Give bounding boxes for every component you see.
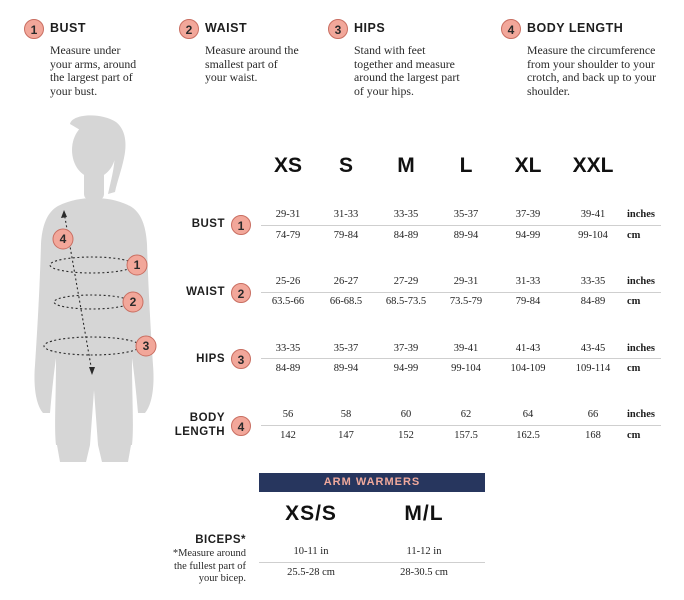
cell: 147 bbox=[338, 430, 354, 441]
size-header-s: S bbox=[338, 154, 353, 177]
unit-inches: inches bbox=[627, 276, 656, 287]
row-badge-3: 3 bbox=[231, 349, 251, 369]
step-title-hips: HIPS bbox=[354, 21, 386, 35]
cell: 66-68.5 bbox=[329, 296, 363, 307]
biceps-note: *Measure around the fullest part of your bicep. bbox=[172, 548, 246, 584]
cell: 66 bbox=[587, 409, 599, 420]
cell: 58 bbox=[340, 409, 352, 420]
cell: 142 bbox=[280, 430, 296, 441]
size-header-xl: XL bbox=[514, 154, 542, 177]
unit-inches: inches bbox=[627, 343, 656, 354]
step-desc-waist: Measure around the smallest part of your waist. bbox=[205, 43, 299, 85]
cell: 99-104 bbox=[578, 230, 608, 241]
arm-cell: 10-11 in bbox=[293, 546, 329, 557]
arm-cell: 25.5-28 cm bbox=[287, 567, 335, 578]
cell: 33-35 bbox=[275, 343, 301, 354]
cell: 43-45 bbox=[580, 343, 606, 354]
cell: 104-109 bbox=[510, 363, 546, 374]
body-silhouette bbox=[34, 115, 153, 462]
badge-2: 2 bbox=[179, 19, 199, 39]
cell: 29-31 bbox=[453, 276, 479, 287]
arm-divider bbox=[259, 562, 485, 563]
row-label-bust: BUST bbox=[191, 218, 225, 230]
step-desc-hips: Stand with feet together and measure around the largest part of your hips. bbox=[354, 43, 460, 98]
unit-cm: cm bbox=[627, 363, 641, 374]
cell: 37-39 bbox=[393, 343, 419, 354]
badge-4: 4 bbox=[501, 19, 521, 39]
step-title-body-length: BODY LENGTH bbox=[527, 21, 624, 35]
cell: 64 bbox=[522, 409, 534, 420]
step-desc-bust: Measure under your arms, around the largest part of your bust. bbox=[50, 43, 137, 98]
badge-3: 3 bbox=[328, 19, 348, 39]
cell: 68.5-73.5 bbox=[385, 296, 427, 307]
step-title-waist: WAIST bbox=[205, 21, 248, 35]
cell: 39-41 bbox=[580, 209, 606, 220]
cell: 41-43 bbox=[515, 343, 541, 354]
figure-marker-3-label: 3 bbox=[142, 339, 150, 353]
unit-cm: cm bbox=[627, 296, 641, 307]
cell: 35-37 bbox=[453, 209, 479, 220]
cell: 31-33 bbox=[333, 209, 359, 220]
arm-size-header-xs-s: XS/S bbox=[285, 502, 337, 525]
cell: 162.5 bbox=[516, 430, 540, 441]
cell: 33-35 bbox=[580, 276, 606, 287]
unit-inches: inches bbox=[627, 409, 656, 420]
cell: 39-41 bbox=[453, 343, 479, 354]
row-label-body-length: BODY LENGTH bbox=[174, 412, 225, 438]
row-badge-4: 4 bbox=[231, 416, 251, 436]
badge-1: 1 bbox=[24, 19, 44, 39]
size-header-m: M bbox=[397, 154, 415, 177]
cell: 79-84 bbox=[333, 230, 359, 241]
step-desc-body-length: Measure the circumference from your shoulder to your crotch, and back up to your shoulder. bbox=[527, 43, 657, 98]
cell: 26-27 bbox=[333, 276, 359, 287]
cell: 33-35 bbox=[393, 209, 419, 220]
cell: 94-99 bbox=[515, 230, 541, 241]
cell: 84-89 bbox=[393, 230, 419, 241]
cell: 89-94 bbox=[333, 363, 359, 374]
row-divider bbox=[261, 292, 661, 293]
arm-warmers-banner: ARM WARMERS bbox=[259, 473, 485, 492]
size-header-xxl: XXL bbox=[572, 154, 614, 177]
row-divider bbox=[261, 358, 661, 359]
arm-cell: 11-12 in bbox=[406, 546, 442, 557]
cell: 56 bbox=[282, 409, 294, 420]
cell: 79-84 bbox=[515, 296, 541, 307]
cell: 62 bbox=[460, 409, 472, 420]
cell: 35-37 bbox=[333, 343, 359, 354]
cell: 109-114 bbox=[575, 363, 611, 374]
figure-marker-4-label: 4 bbox=[59, 232, 67, 246]
cell: 94-99 bbox=[393, 363, 419, 374]
arm-cell: 28-30.5 cm bbox=[400, 567, 448, 578]
biceps-label: BICEPS* bbox=[195, 534, 246, 546]
cell: 157.5 bbox=[454, 430, 478, 441]
cell: 74-79 bbox=[275, 230, 301, 241]
cell: 60 bbox=[400, 409, 412, 420]
row-badge-1: 1 bbox=[231, 215, 251, 235]
cell: 168 bbox=[585, 430, 601, 441]
cell: 29-31 bbox=[275, 209, 301, 220]
unit-cm: cm bbox=[627, 430, 641, 441]
body-figure bbox=[0, 110, 175, 475]
row-label-waist: WAIST bbox=[186, 286, 225, 298]
figure-marker-1-label: 1 bbox=[133, 258, 141, 272]
unit-inches: inches bbox=[627, 209, 656, 220]
row-divider bbox=[261, 225, 661, 226]
size-header-l: L bbox=[459, 154, 473, 177]
cell: 63.5-66 bbox=[271, 296, 305, 307]
cell: 73.5-79 bbox=[449, 296, 483, 307]
cell: 152 bbox=[398, 430, 414, 441]
cell: 31-33 bbox=[515, 276, 541, 287]
unit-cm: cm bbox=[627, 230, 641, 241]
row-badge-2: 2 bbox=[231, 283, 251, 303]
cell: 37-39 bbox=[515, 209, 541, 220]
cell: 27-29 bbox=[393, 276, 419, 287]
cell: 99-104 bbox=[451, 363, 481, 374]
row-divider bbox=[261, 425, 661, 426]
cell: 25-26 bbox=[275, 276, 301, 287]
cell: 84-89 bbox=[275, 363, 301, 374]
row-label-hips: HIPS bbox=[196, 353, 225, 365]
size-header-xs: XS bbox=[273, 154, 302, 177]
cell: 84-89 bbox=[580, 296, 606, 307]
figure-marker-2-label: 2 bbox=[129, 295, 137, 309]
arm-size-header-m-l: M/L bbox=[404, 502, 444, 525]
cell: 89-94 bbox=[453, 230, 479, 241]
step-title-bust: BUST bbox=[50, 21, 87, 35]
